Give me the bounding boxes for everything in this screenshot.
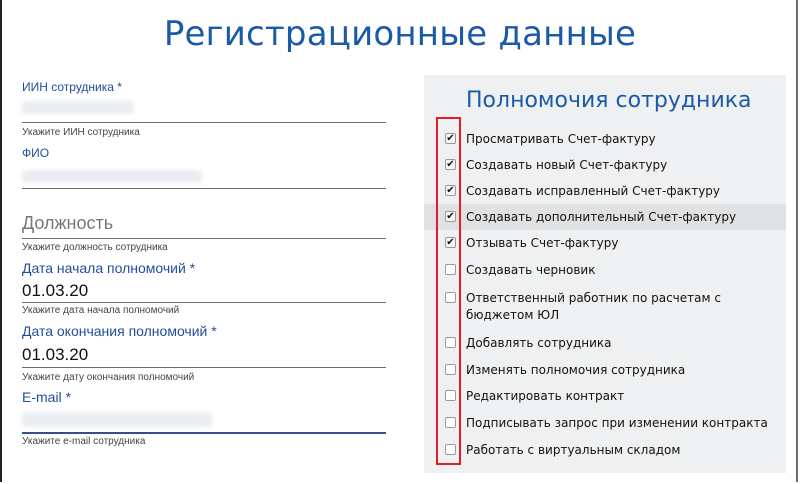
required-mark: * xyxy=(189,260,196,276)
position-input[interactable]: Должность xyxy=(22,213,114,233)
email-label: E-mail * xyxy=(22,389,72,405)
fio-input[interactable] xyxy=(22,170,202,183)
iin-label: ИИН сотрудника * xyxy=(22,80,122,94)
fio-label: ФИО xyxy=(22,146,50,160)
required-mark: * xyxy=(117,80,122,94)
end-date-underline xyxy=(22,367,386,368)
end-date-input[interactable]: 01.03.20 xyxy=(22,345,89,364)
iin-input[interactable] xyxy=(22,101,134,114)
page-title: Регистрационные данные xyxy=(163,14,637,54)
permission-item-edit-employee-permissions[interactable]: Изменять полномочия сотрудника xyxy=(424,360,786,382)
start-date-underline xyxy=(22,302,386,303)
start-date-hint: Укажите дата начала полномочий xyxy=(22,305,180,316)
permission-item-view-invoice[interactable]: ✔ Просматривать Счет-фактуру xyxy=(446,132,656,146)
permission-item-responsible-budget[interactable]: Ответственный работник по расчетам с бюджетом ЮЛ xyxy=(424,287,786,327)
end-date-label: Дата окончания полномочий * xyxy=(22,323,217,339)
required-mark: * xyxy=(65,389,72,405)
start-date-input[interactable]: 01.03.20 xyxy=(22,281,89,300)
email-hint: Укажите e-mail сотрудника xyxy=(22,436,146,447)
iin-hint: Укажите ИИН сотрудника xyxy=(22,127,140,138)
required-mark: * xyxy=(211,323,217,339)
end-date-hint: Укажите дату окончания полномочий xyxy=(22,372,195,383)
checkmark-icon: ✔ xyxy=(446,185,455,196)
permission-item-revoke-invoice[interactable]: ✔ Отзывать Счет-фактуру xyxy=(446,236,619,250)
permission-item-add-employee[interactable]: Добавлять сотрудника xyxy=(424,333,786,355)
permissions-title: Полномочия сотрудника xyxy=(466,88,752,113)
position-underline xyxy=(22,238,386,239)
permission-item-virtual-warehouse[interactable]: Работать с виртуальным складом xyxy=(424,440,786,462)
start-date-label: Дата начала полномочий * xyxy=(22,260,196,276)
permission-item-edit-contract[interactable]: Редактировать контракт xyxy=(424,386,786,408)
position-hint: Укажите должность сотрудника xyxy=(22,242,168,253)
iin-underline xyxy=(22,122,386,123)
permissions-panel xyxy=(424,75,786,473)
checkmark-icon: ✔ xyxy=(446,133,455,144)
checkmark-icon: ✔ xyxy=(446,159,455,170)
permission-item-create-draft[interactable]: Создавать черновик xyxy=(424,260,786,282)
email-input[interactable] xyxy=(22,412,212,427)
fio-underline xyxy=(22,188,386,189)
permission-item-create-invoice[interactable]: ✔ Создавать новый Счет-фактуру xyxy=(446,158,668,172)
highlight-box xyxy=(436,117,461,465)
email-underline xyxy=(22,432,386,434)
permission-item-sign-contract-change[interactable]: Подписывать запрос при изменении контракта xyxy=(424,413,786,435)
checkmark-icon: ✔ xyxy=(446,237,455,248)
permission-item-create-corrected-invoice[interactable]: ✔ Создавать исправленный Счет-фактуру xyxy=(446,184,721,198)
checkmark-icon: ✔ xyxy=(446,211,455,222)
permission-item-create-additional-invoice[interactable]: ✔ Создавать дополнительный Счет-фактуру xyxy=(424,204,786,230)
